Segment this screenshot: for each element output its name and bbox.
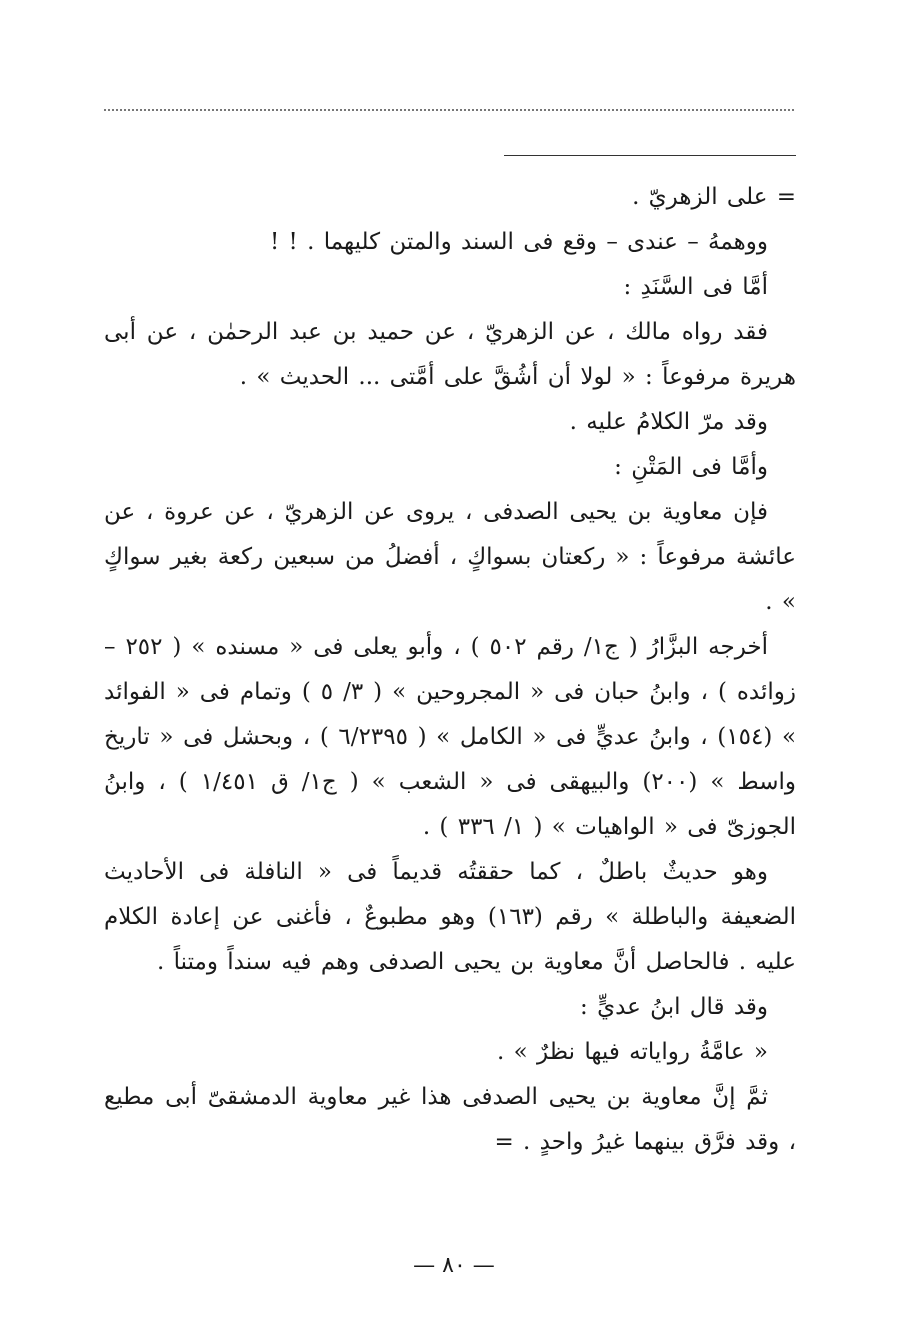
paragraph-8: وهو حديثٌ باطلٌ ، كما حققتُه قديماً فى « النافلة فى الأحاديث الضعيفة والباطلة » رقم (١٦٣) وهو مطبوعٌ ، فأغنى عن إعادة الكلام عليه . فالحاصل أنَّ معاوية بن يحيى الصدفى وهم فيه سنداً ومتناً . [104, 859, 796, 975]
paragraph-11: ثمَّ إنَّ معاوية بن يحيى الصدفى هذا غير معاوية الدمشقىّ أبى مطيع ، وقد فرَّق بينهما غيرُ واحدٍ . = [104, 1084, 796, 1155]
paragraph-10: « عامَّةُ رواياته فيها نظرٌ » . [497, 1039, 768, 1065]
paragraph-9: وقد قال ابنُ عديٍّ : [580, 994, 768, 1020]
paragraph-5: وأمَّا فى المَتْنِ : [614, 454, 768, 480]
paragraph-4: وقد مرّ الكلامُ عليه . [569, 409, 768, 435]
main-text [104, 220, 796, 1165]
paragraph-2: أمَّا فى السَّنَدِ : [623, 274, 768, 300]
footnote-continuation [104, 175, 796, 220]
header-dotted-rule [104, 109, 794, 111]
footnote-separator-rule [504, 155, 796, 156]
paragraph-7: أخرجه البزَّارُ ( ج١/ رقم ٥٠٢ ) ، وأبو يعلى فى « مسنده » ( ٢٥٢ – زوائده ) ، وابنُ حبان فى « المجروحين » ( ٣/ ٥ ) وتمام فى « الفوائد » (١٥٤) ، وابنُ عديٍّ فى « الكامل » ( ٦/٢٣٩٥ ) ، وبحشل فى « تاريخ واسط » (٢٠٠) والبيهقى فى « الشعب » ( ج١/ ق ١/٤٥١ ) ، وابنُ الجوزىّ فى « الواهيات » ( ١/ ٣٣٦ ) . [104, 634, 797, 840]
paragraph-6: فإن معاوية بن يحيى الصدفى ، يروى عن الزهريّ ، عن عروة ، عن عائشة مرفوعاً : « ركعتان بسواكٍ ، أفضلُ من سبعين ركعة بغير سواكٍ » . [104, 499, 796, 615]
paragraph-1: ووهمهُ – عندى – وقع فى السند والمتن كليهما . ! ! [269, 229, 768, 255]
paragraph-3: فقد رواه مالك ، عن الزهريّ ، عن حميد بن عبد الرحمٰن ، عن أبى هريرة مرفوعاً : « لولا أن أشُقَّ على أمَّتى ... الحديث » . [104, 319, 796, 390]
page-number: — ٨٠ — [413, 1253, 495, 1278]
footnote-continuation-line: = على الزهريّ . [632, 184, 796, 210]
